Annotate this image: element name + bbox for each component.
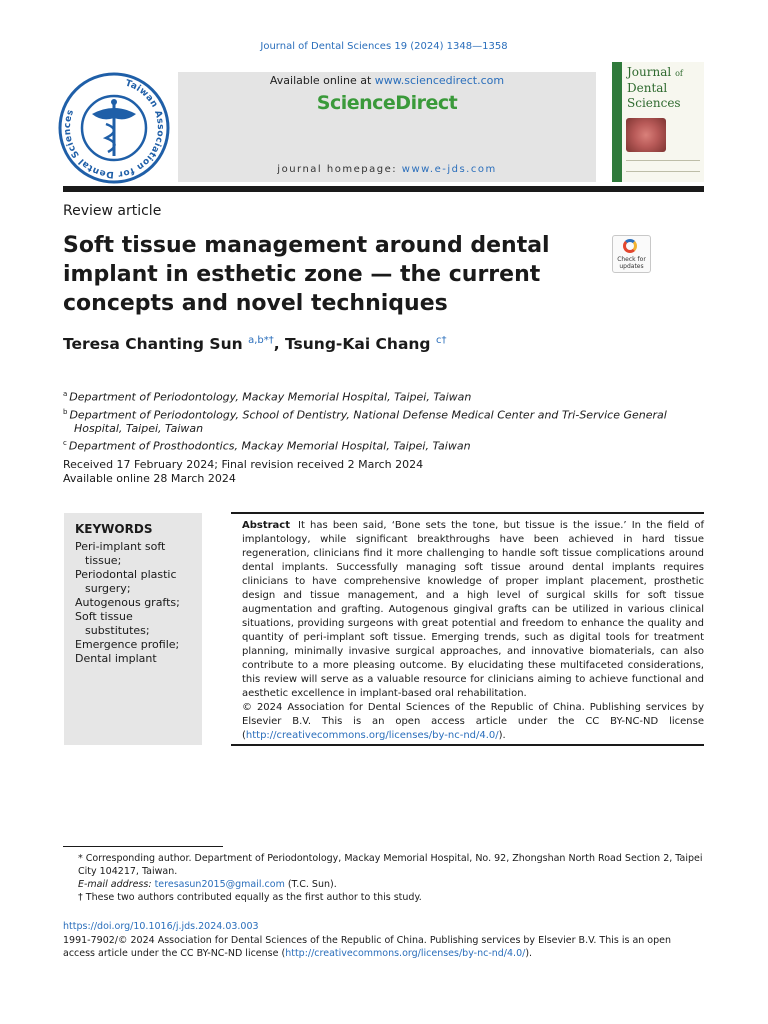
crossmark-label xyxy=(613,256,650,270)
equal-contribution-note: † These two authors contributed equally as the first author to this study. xyxy=(78,892,422,903)
cover-title-line2: Dental xyxy=(627,81,668,95)
affiliation-item xyxy=(63,387,683,405)
keyword-item[interactable]: Emergence profile; xyxy=(75,638,180,651)
journal-homepage-label: journal homepage: xyxy=(277,164,402,175)
sciencedirect-link[interactable]: www.sciencedirect.com xyxy=(374,74,505,87)
journal-homepage-line xyxy=(178,164,596,175)
cover-title-of: of xyxy=(675,69,683,78)
affiliation-mark: a xyxy=(63,390,68,398)
keywords-heading: KEYWORDS xyxy=(75,522,153,536)
affiliation-item xyxy=(63,405,683,437)
journal-cover-thumbnail[interactable] xyxy=(612,62,704,182)
affiliation-text: Department of Periodontology, Mackay Memorial Hospital, Taipei, Taiwan xyxy=(69,390,472,404)
article-history xyxy=(63,458,423,486)
society-logo xyxy=(56,72,172,184)
crossmark-icon xyxy=(623,239,637,253)
abstract-label: Abstract xyxy=(242,520,291,531)
license-end: ). xyxy=(525,948,533,959)
footnotes xyxy=(63,852,704,904)
abstract-top-rule xyxy=(231,512,704,514)
abstract-body: It has been said, ‘Bone sets the tone, but tissue is the issue.’ In the field of implantology, while significant breakthroughs have been achieved in hard tissue regeneration, clinicians find it more challenging to handle soft tissue complications around dental implants. Successfully managing soft tissue around dental implants requires clinicians to have comprehensive knowledge of proper implant placement, prosthetic design and tissue management, and a high level of surgical skills for soft tissue augmentation and grafting. Autogenous gingival grafts can be utilized in various clinical situations, providing surgeons with great potential and freedom to enhance the quality and quantity of peri-implant soft tissue. Emerging trends, such as digital tools for treatment planning, minimally invasive surgical approaches, and innovative biomaterials, can also contribute to a more pleasing outcome. By elucidating these multifaceted considerations, this review will serve as a valuable resource for clinicians aiming to achieve functional and aesthetic excellence in implant-based oral rehabilitation. xyxy=(242,520,704,699)
keyword-item[interactable]: Autogenous grafts; xyxy=(75,596,180,609)
article-title: Soft tissue management around dental implant in esthetic zone — the current concepts and novel techniques xyxy=(63,233,550,316)
journal-homepage-link[interactable]: www.e-jds.com xyxy=(401,164,497,175)
check-for-updates-badge[interactable] xyxy=(612,235,651,273)
abstract-license-link[interactable]: http://creativecommons.org/licenses/by-nc-nd/4.0/ xyxy=(245,730,499,741)
affiliation-mark: c xyxy=(63,439,67,448)
abstract-copyright-end: ). xyxy=(498,730,506,741)
sciencedirect-banner xyxy=(178,72,596,182)
affiliation-text: Department of Periodontology, School of Dentistry, National Defense Medical Center and Tri-Service General Hospital, Taipei, Taiwan xyxy=(69,408,667,436)
keyword-item[interactable]: Dental implant xyxy=(75,652,157,665)
email-label: E-mail address: xyxy=(78,879,152,890)
doi-link[interactable]: https://doi.org/10.1016/j.jds.2024.03.003 xyxy=(63,921,259,932)
affiliation-text: Department of Prosthodontics, Mackay Memorial Hospital, Taipei, Taiwan xyxy=(68,439,471,453)
license-statement xyxy=(63,934,704,960)
author-affiliation-marks[interactable]: a,b*† xyxy=(248,335,274,346)
header-divider xyxy=(63,186,704,192)
author-affiliation-marks[interactable]: c† xyxy=(435,335,447,346)
cover-photo xyxy=(626,118,666,152)
svg-text:Taiwan Association for Dental: Taiwan Association for Dental Sciences xyxy=(62,78,165,180)
affiliation-mark: b xyxy=(63,407,68,416)
abstract-copyright: © 2024 Association for Dental Sciences of the Republic of China. Publishing services by Elsevier B.V. This is an open access article under the CC BY-NC-ND license ( xyxy=(242,702,704,741)
available-online-line xyxy=(178,74,596,87)
available-online-date: Available online 28 March 2024 xyxy=(63,472,236,485)
corresponding-author-note: * Corresponding author. Department of Periodontology, Mackay Memorial Hospital, No. 92, Zhongshan North Road Section 2, Taipei City 104217, Taiwan. xyxy=(78,853,703,877)
email-link[interactable]: teresasun2015@gmail.com xyxy=(154,879,285,890)
footnote-divider xyxy=(63,846,223,847)
crossmark-label-1: Check for xyxy=(617,256,646,263)
affiliation-list xyxy=(63,387,683,454)
author-separator: , xyxy=(273,335,286,354)
cover-title xyxy=(627,65,683,111)
affiliation-item xyxy=(63,436,683,454)
cover-title-line3: Sciences xyxy=(627,96,681,110)
keyword-item[interactable]: Periodontal plastic surgery; xyxy=(75,568,177,595)
email-note xyxy=(63,878,704,891)
article-type: Review article xyxy=(63,203,162,219)
license-link[interactable]: http://creativecommons.org/licenses/by-nc-nd/4.0/ xyxy=(285,948,526,959)
journal-citation[interactable]: Journal of Dental Sciences 19 (2024) 1348—1358 xyxy=(260,41,508,52)
keyword-item[interactable]: Peri-implant soft tissue; xyxy=(75,540,166,567)
abstract xyxy=(242,519,704,743)
author-name[interactable]: Tsung-Kai Chang xyxy=(285,335,431,354)
crossmark-label-2: updates xyxy=(619,263,644,270)
cover-decoration xyxy=(626,160,700,172)
available-online-label: Available online at xyxy=(269,74,375,87)
keywords-list xyxy=(75,540,199,666)
keywords-panel xyxy=(64,513,202,745)
license-text: 1991-7902/© 2024 Association for Dental Sciences of the Republic of China. Publishing services by Elsevier B.V. This is an open access article under the CC BY-NC-ND license ( xyxy=(63,935,672,959)
sciencedirect-logo[interactable]: ScienceDirect xyxy=(316,92,458,114)
keyword-item[interactable]: Soft tissue substitutes; xyxy=(75,610,150,637)
author-list xyxy=(63,335,446,353)
email-suffix: (T.C. Sun). xyxy=(284,879,337,890)
cover-title-line1: Journal xyxy=(627,65,672,79)
abstract-bottom-rule xyxy=(231,744,704,746)
received-dates: Received 17 February 2024; Final revision received 2 March 2024 xyxy=(63,458,424,471)
author-name[interactable]: Teresa Chanting Sun xyxy=(63,335,243,354)
